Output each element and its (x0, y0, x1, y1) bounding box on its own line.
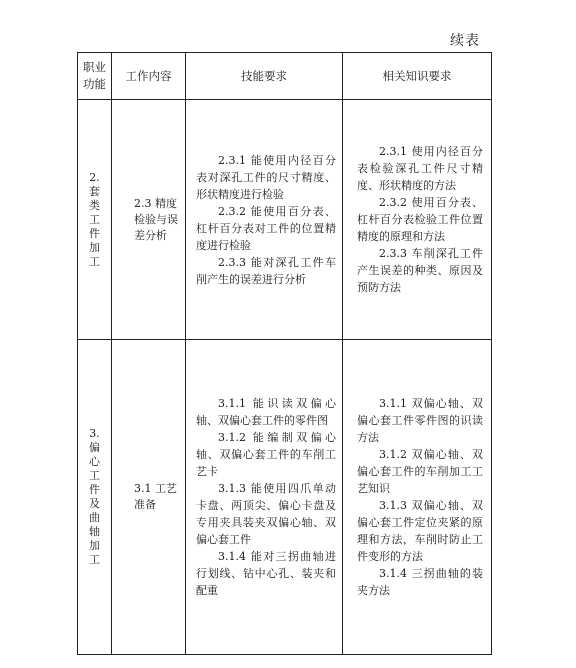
row-knowledge (343, 100, 492, 340)
knowledge-item: 3.1.3 双偏心轴、双偏心套工件定位夹紧的原理和方法，车削时防止工件变形的方法 (357, 499, 483, 563)
skill-item: 3.1.4 能对三拐曲轴进行划线、钻中心孔、装夹和配重 (196, 550, 336, 597)
skill-item: 3.1.2 能编制双偏心轴、双偏心套工件的车削工艺卡 (196, 431, 336, 478)
skill-item: 2.3.2 能使用百分表、杠杆百分表对工件的位置精度进行检验 (196, 204, 336, 252)
knowledge-item: 2.3.2 使用百分表、杠杆百分表检验工件位置精度的原理和方法 (357, 196, 483, 243)
skill-item: 2.3.1 能使用内径百分表对深孔工件的尺寸精度、形状精度进行检验 (196, 153, 336, 201)
row-content: 2.3 精度检验与误差分析 (112, 100, 186, 340)
knowledge-item: 3.1.2 双偏心轴、双偏心套工件的车削加工工艺知识 (357, 448, 483, 495)
row-skills (186, 340, 343, 655)
knowledge-item: 2.3.3 车削深孔工件产生误差的种类、原因及预防方法 (357, 247, 483, 294)
knowledge-item: 3.1.1 双偏心轴、双偏心套工件零件图的识读方法 (357, 397, 483, 444)
row-func: 2. 套类工件加工 (78, 100, 112, 340)
header-knowledge: 相关知识要求 (343, 53, 492, 100)
skills-table (77, 52, 492, 655)
row-knowledge (343, 340, 492, 655)
header-func: 职业功能 (78, 53, 112, 100)
skill-item: 2.3.3 能对深孔工件车削产生的误差进行分析 (196, 255, 336, 286)
knowledge-item: 2.3.1 使用内径百分表检验深孔工件尺寸精度、形状精度的方法 (357, 145, 483, 192)
table-header-row (78, 53, 492, 100)
header-skills: 技能要求 (186, 53, 343, 100)
row-skills (186, 100, 343, 340)
skill-item: 3.1.1 能识读双偏心轴、双偏心套工件的零件图 (196, 397, 336, 427)
skill-item: 3.1.3 能使用四爪单动卡盘、两顶尖、偏心卡盘及专用夹具装夹双偏心轴、双偏心套工件 (196, 482, 336, 546)
table-row (78, 100, 492, 340)
header-content: 工作内容 (112, 53, 186, 100)
knowledge-item: 3.1.4 三拐曲轴的装夹方法 (357, 567, 483, 597)
table-row (78, 340, 492, 655)
row-func: 3. 偏心工件及曲轴加工 (78, 340, 112, 655)
continued-table-caption: 续表 (450, 33, 480, 49)
row-content: 3.1 工艺准备 (112, 340, 186, 655)
